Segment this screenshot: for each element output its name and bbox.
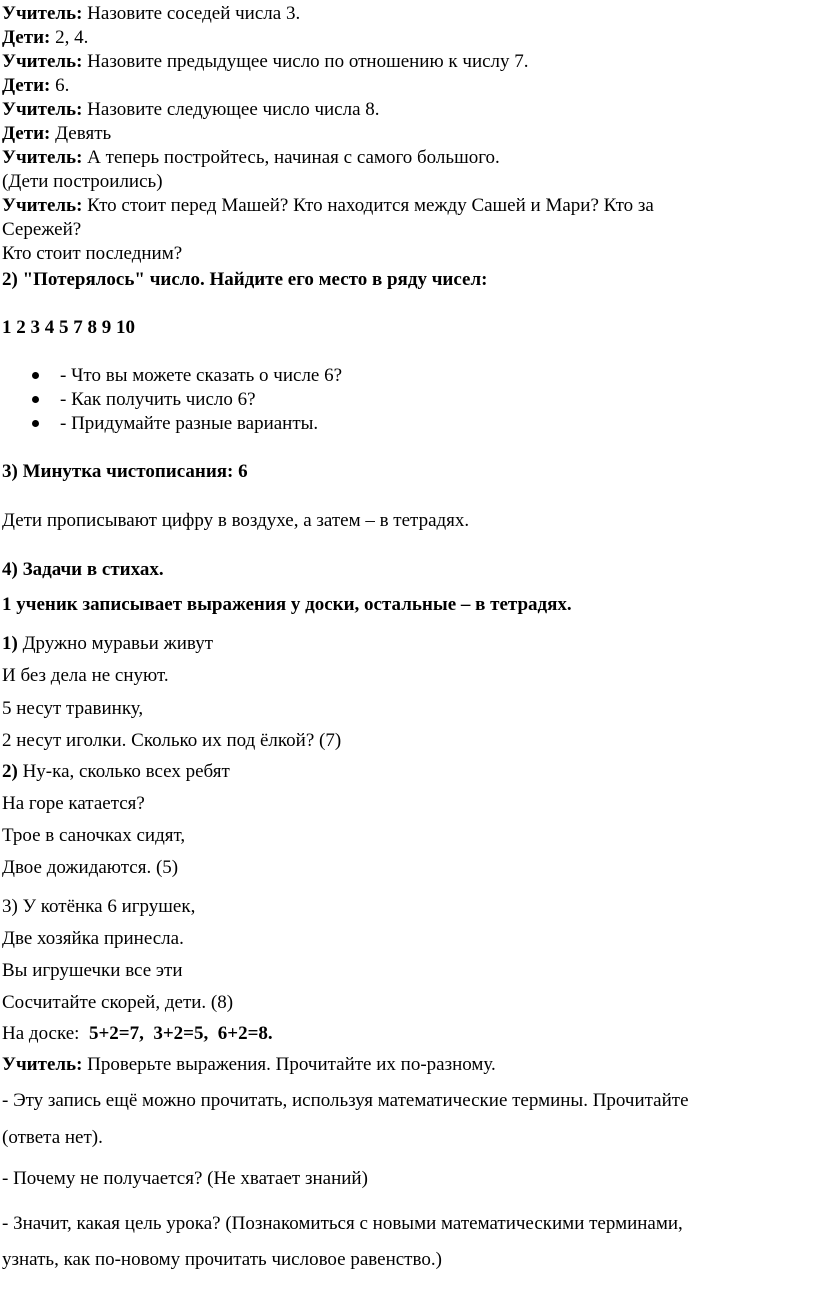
poem-line: 2 несут иголки. Сколько их под ёлкой? (7): [2, 730, 342, 751]
speaker-label: Дети:: [2, 75, 51, 96]
closing-line: (ответа нет).: [2, 1127, 103, 1148]
section-heading: 2) "Потерялось" число. Найдите его место в ряду чисел:: [2, 269, 488, 290]
poem-line: [2, 760, 230, 784]
dialog-text: Кто стоит последним?: [2, 243, 183, 264]
dialog-text: А теперь постройтесь, начиная с самого большого.: [82, 147, 500, 168]
dialog-text: (Дети построились): [2, 171, 163, 192]
bullet-icon: [32, 412, 44, 436]
poem-line: Трое в саночках сидят,: [2, 825, 186, 846]
poem-text: Ну-ка, сколько всех ребят: [17, 761, 230, 782]
dialog-text: Проверьте выражения. Прочитайте их по-разному.: [82, 1054, 496, 1075]
board-line: [2, 1022, 273, 1046]
bullet-icon: [32, 388, 44, 412]
poem-line: [2, 632, 213, 656]
speaker-label: Дети:: [2, 123, 51, 144]
speaker-label: Дети:: [2, 27, 51, 48]
closing-line: - Значит, какая цель урока? (Познакомиться с новыми математическими терминами,: [2, 1213, 683, 1234]
dialog-text: Девять: [50, 123, 112, 144]
poem-line: И без дела не снуют.: [2, 665, 169, 686]
dialog-line: [2, 98, 380, 122]
poem-number: 1): [2, 633, 18, 654]
dialog-line: [2, 218, 81, 242]
poem-text: Дружно муравьи живут: [17, 633, 214, 654]
dialog-line: [2, 122, 111, 146]
list-item: - Как получить число 6?: [60, 389, 256, 410]
section-subheading: 1 ученик записывает выражения у доски, остальные – в тетрадях.: [2, 594, 572, 615]
dialog-line: [2, 50, 529, 74]
board-label: На доске:: [2, 1023, 89, 1044]
speaker-label: Учитель:: [2, 3, 83, 24]
speaker-label: Учитель:: [2, 1054, 83, 1075]
speaker-label: Учитель:: [2, 99, 83, 120]
dialog-text: Назовите следующее число числа 8.: [82, 99, 380, 120]
dialog-line: [2, 170, 163, 194]
section-heading: 4) Задачи в стихах.: [2, 559, 164, 580]
dialog-text: Назовите соседей числа 3.: [82, 3, 301, 24]
dialog-text: Сережей?: [2, 219, 82, 240]
bullet-icon: [32, 364, 44, 388]
poem-number: 2): [2, 761, 18, 782]
dialog-line: [2, 74, 69, 98]
closing-line: - Эту запись ещё можно прочитать, используя математические термины. Прочитайте: [2, 1090, 689, 1111]
dialog-line: [2, 2, 300, 26]
dialog-line: [2, 146, 500, 170]
list-item: - Придумайте разные варианты.: [60, 413, 319, 434]
section-heading: 3) Минутка чистописания: 6: [2, 461, 248, 482]
poem-line: 3) У котёнка 6 игрушек,: [2, 896, 196, 917]
dialog-text: Назовите предыдущее число по отношению к числу 7.: [82, 51, 529, 72]
dialog-text: 2, 4.: [50, 27, 89, 48]
dialog-text: 6.: [50, 75, 70, 96]
speaker-label: Учитель:: [2, 147, 83, 168]
poem-line: Две хозяйка принесла.: [2, 928, 184, 949]
number-sequence: 1 2 3 4 5 7 8 9 10: [2, 317, 135, 338]
closing-line: узнать, как по-новому прочитать числовое равенство.): [2, 1249, 442, 1270]
poem-line: Вы игрушечки все эти: [2, 960, 183, 981]
dialog-text: Кто стоит перед Машей? Кто находится между Сашей и Мари? Кто за: [82, 195, 654, 216]
speaker-label: Учитель:: [2, 195, 83, 216]
dialog-line: [2, 194, 654, 218]
poem-line: Двое дожидаются. (5): [2, 857, 179, 878]
poem-line: Сосчитайте скорей, дети. (8): [2, 992, 234, 1013]
board-expressions: 5+2=7, 3+2=5, 6+2=8.: [88, 1023, 273, 1044]
speaker-label: Учитель:: [2, 51, 83, 72]
dialog-line: [2, 242, 182, 266]
closing-line: - Почему не получается? (Не хватает знаний): [2, 1168, 368, 1189]
teacher-line: [2, 1053, 496, 1077]
dialog-line: [2, 26, 88, 50]
list-item: - Что вы можете сказать о числе 6?: [60, 365, 343, 386]
poem-line: 5 несут травинку,: [2, 698, 144, 719]
paragraph: Дети прописывают цифру в воздухе, а затем – в тетрадях.: [2, 510, 470, 531]
poem-line: На горе катается?: [2, 793, 145, 814]
